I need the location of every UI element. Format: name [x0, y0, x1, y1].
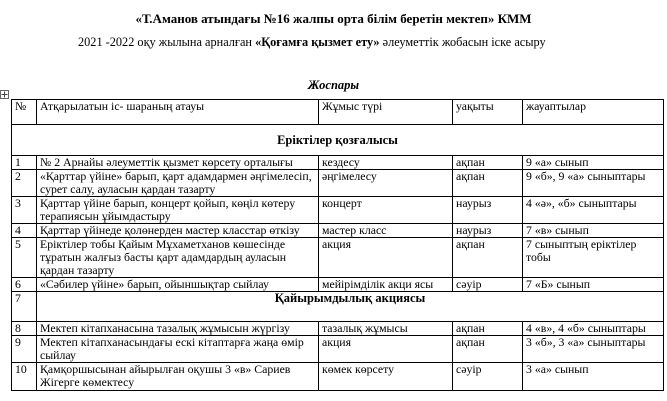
- section-charity: Қайырымдылық акциясы: [37, 292, 664, 322]
- cell-time: ақпан: [453, 170, 523, 197]
- cell-work-type: кездесу: [319, 156, 453, 170]
- cell-number: 7: [12, 292, 37, 322]
- cell-responsible: 3 «б», 3 «а» сыныптары: [523, 336, 664, 363]
- table-move-handle-icon[interactable]: [0, 90, 9, 99]
- header-time: уақыты: [453, 100, 523, 125]
- cell-event-name: Мектеп кітапханасына тазалық жұмысын жүргізу: [37, 322, 319, 336]
- document-title: «Т.Аманов атындағы №16 жалпы орта білім беретін мектеп» КММ: [135, 11, 532, 26]
- subtitle-project-name: «Қоғамға қызмет ету»: [255, 35, 380, 49]
- cell-number: 4: [12, 224, 37, 238]
- cell-number: 3: [12, 197, 37, 224]
- document-subtitle: [78, 35, 546, 50]
- cell-event-name: «Қарттар үйіне» барып, қарт адамдармен әңгімелесіп, сурет салу, ауласын қардан тазарту: [37, 170, 319, 197]
- cell-responsible: 4 «ә», «б» сыныптары: [523, 197, 664, 224]
- cell-number: 8: [12, 322, 37, 336]
- cell-time: наурыз: [453, 197, 523, 224]
- table-header-row: [12, 100, 664, 125]
- cell-event-name: «Сәбилер үйіне» барып, ойыншықтар сыйлау: [37, 278, 319, 292]
- cell-number: 9: [12, 336, 37, 363]
- cell-work-type: акция: [319, 336, 453, 363]
- header-responsible: жауаптылар: [523, 100, 664, 125]
- cell-time: наурыз: [453, 224, 523, 238]
- cell-work-type: мейірімділік акци ясы: [319, 278, 453, 292]
- section-volunteers: Еріктілер қозғалысы: [12, 125, 664, 156]
- cell-time: сәуір: [453, 363, 523, 391]
- section-row: [12, 292, 664, 322]
- cell-responsible: 4 «в», 4 «б» сыныптары: [523, 322, 664, 336]
- table-row: [12, 156, 664, 170]
- cell-responsible: 9 «а» сынып: [523, 156, 664, 170]
- cell-number: 5: [12, 238, 37, 278]
- cell-event-name: Мектеп кітапханасындағы ескі кітаптарға жаңа өмір сыйлау: [37, 336, 319, 363]
- cell-work-type: көмек көрсету: [319, 363, 453, 391]
- cell-time: ақпан: [453, 336, 523, 363]
- cell-responsible: 7 сыныптың еріктілер тобы: [523, 238, 664, 278]
- table-row: [12, 322, 664, 336]
- cell-number: 1: [12, 156, 37, 170]
- cell-time: сәуір: [453, 278, 523, 292]
- cell-responsible: 7 «Б» сынып: [523, 278, 664, 292]
- table-row: [12, 278, 664, 292]
- table-row: [12, 170, 664, 197]
- cell-number: 2: [12, 170, 37, 197]
- cell-work-type: концерт: [319, 197, 453, 224]
- plan-heading: Жоспары: [307, 78, 360, 92]
- cell-work-type: акция: [319, 238, 453, 278]
- cell-time: ақпан: [453, 238, 523, 278]
- cell-responsible: 7 «в» сынып: [523, 224, 664, 238]
- table-row: [12, 336, 664, 363]
- section-row: [12, 125, 664, 156]
- cell-event-name: № 2 Арнайы әлеуметтік қызмет көрсету орталығы: [37, 156, 319, 170]
- cell-number: 10: [12, 363, 37, 391]
- cell-work-type: тазалық жұмысы: [319, 322, 453, 336]
- table-row: [12, 363, 664, 391]
- header-event-name: Атқарылатын іс- шараның атауы: [37, 100, 319, 125]
- cell-work-type: әңгімелесу: [319, 170, 453, 197]
- table-row: [12, 224, 664, 238]
- cell-event-name: Еріктілер тобы Қайым Мұхаметханов көшесінде тұратын жалғыз басты қарт адамдардың ауласын қардан тазарту: [37, 238, 319, 278]
- cell-time: ақпан: [453, 156, 523, 170]
- table-row: [12, 238, 664, 278]
- plan-table: [11, 99, 664, 391]
- cell-event-name: Қарттар үйінеде қолөнерден мастер класстар өткізу: [37, 224, 319, 238]
- subtitle-prefix: 2021 -2022 оқу жылына арналған: [78, 35, 256, 49]
- cell-work-type: мастер класс: [319, 224, 453, 238]
- cell-event-name: Қамқоршысынан айырылған оқушы 3 «в» Сариев Жігерге көмектесу: [37, 363, 319, 391]
- cell-responsible: 3 «а» сынып: [523, 363, 664, 391]
- cell-number: 6: [12, 278, 37, 292]
- cell-responsible: 9 «б», 9 «а» сыныптары: [523, 170, 664, 197]
- header-work-type: Жұмыс түрі: [319, 100, 453, 125]
- subtitle-suffix: әлеуметтік жобасын іске асыру: [379, 35, 546, 49]
- header-number: №: [12, 100, 37, 125]
- cell-time: ақпан: [453, 322, 523, 336]
- table-row: [12, 197, 664, 224]
- cell-event-name: Қарттар үйіне барып, концерт қойып, көңіл көтеру терапиясын ұйымдастыру: [37, 197, 319, 224]
